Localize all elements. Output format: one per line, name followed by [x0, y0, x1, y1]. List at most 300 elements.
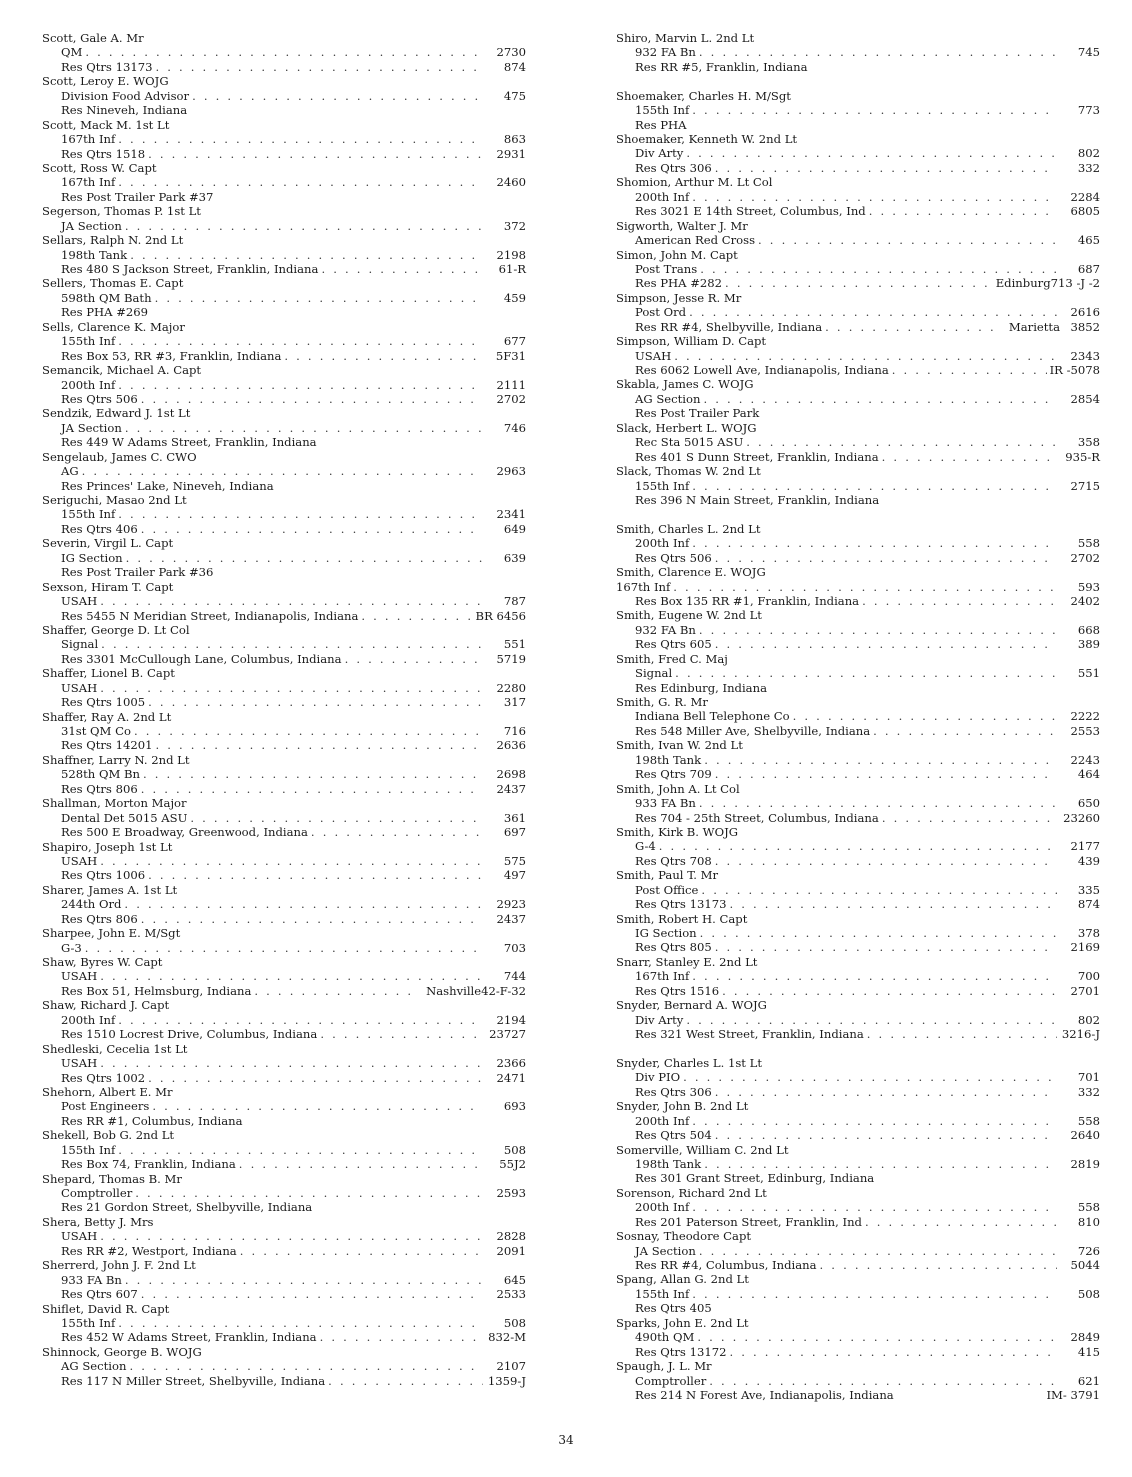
dot-leader — [254, 984, 419, 998]
entry-detail-line — [616, 305, 1100, 319]
phone-number: BR 6456 — [475, 608, 526, 623]
dot-leader — [709, 1374, 1057, 1388]
phone-number: 332 — [1077, 160, 1100, 175]
dot-leader — [118, 378, 483, 392]
phone-number: 2198 — [496, 247, 526, 262]
phone-number: 2533 — [496, 1287, 526, 1302]
directory-entry — [42, 204, 526, 233]
entry-name: Shaffer, Ray A. 2nd Lt — [42, 709, 172, 724]
entry-detail-line — [42, 89, 526, 103]
directory-entry — [42, 1258, 526, 1301]
entry-residence: Res Qtrs 506 — [635, 550, 712, 565]
phone-number: 2343 — [1070, 348, 1100, 363]
entry-name: Smith, G. R. Mr — [616, 695, 708, 710]
phone-number: 2854 — [1070, 391, 1100, 406]
entry-residence: Res 201 Paterson Street, Franklin, Ind — [635, 1214, 862, 1229]
phone-number: 874 — [503, 59, 526, 74]
phone-number: 2243 — [1070, 752, 1100, 767]
entry-residence: Res RR #1, Columbus, Indiana — [61, 1113, 243, 1128]
dot-leader — [700, 926, 1057, 940]
entry-unit: 933 FA Bn — [61, 1272, 122, 1287]
entry-name: Shaffer, George D. Lt Col — [42, 622, 190, 637]
entry-name: Skabla, James C. WOJG — [616, 377, 754, 392]
dot-leader — [703, 392, 1057, 406]
dot-leader — [361, 609, 472, 623]
dot-leader — [722, 984, 1057, 998]
phone-number: 508 — [503, 1315, 526, 1330]
phone-number: 439 — [1077, 853, 1100, 868]
dot-leader — [141, 522, 483, 536]
entry-detail-line — [42, 1027, 526, 1041]
phone-number: 3852 — [1070, 319, 1100, 334]
entry-residence: Res 5455 N Meridian Street, Indianapolis, Indiana — [61, 608, 359, 623]
entry-name: Smith, John A. Lt Col — [616, 781, 740, 796]
entry-name: Sengelaub, James C. CWO — [42, 449, 197, 464]
entry-residence: Res 3021 E 14th Street, Columbus, Ind — [635, 204, 866, 219]
entry-detail-line — [42, 1071, 526, 1085]
dot-leader — [118, 1316, 483, 1330]
entry-name: Sigworth, Walter J. Mr — [616, 218, 748, 233]
phone-number: 361 — [503, 810, 526, 825]
directory-entry — [42, 1302, 526, 1345]
dot-leader — [699, 45, 1057, 59]
entry-detail-line — [616, 1374, 1100, 1388]
entry-detail-line — [42, 435, 526, 449]
entry-unit: 167th Inf — [616, 579, 671, 594]
entry-detail-line — [42, 551, 526, 565]
directory-entry — [616, 291, 1100, 334]
phone-number: 2730 — [496, 45, 526, 60]
entry-detail-line — [42, 103, 526, 117]
entry-detail-line — [42, 190, 526, 204]
entry-detail-line — [616, 1027, 1100, 1041]
entry-residence: Res 500 E Broadway, Greenwood, Indiana — [61, 825, 308, 840]
entry-residence: Res 449 W Adams Street, Franklin, Indiana — [61, 435, 317, 450]
entry-detail-line — [42, 1157, 526, 1171]
entry-unit: 155th Inf — [635, 103, 690, 118]
phone-number: 508 — [1077, 1286, 1100, 1301]
phone-number: 508 — [503, 1142, 526, 1157]
entry-detail-line — [616, 1070, 1100, 1084]
phone-number: 773 — [1077, 103, 1100, 118]
directory-entry — [616, 912, 1100, 955]
entry-name: Shiflet, David R. Capt — [42, 1301, 170, 1316]
entry-detail-line — [42, 219, 526, 233]
entry-detail-line — [42, 262, 526, 276]
entry-unit: 932 FA Bn — [635, 45, 696, 60]
dot-leader — [155, 60, 483, 74]
dot-leader — [725, 276, 989, 290]
entry-detail-line — [42, 897, 526, 911]
entry-detail-line — [42, 421, 526, 435]
dot-leader — [118, 1013, 483, 1027]
entry-detail-line — [42, 941, 526, 955]
phone-number: 2849 — [1070, 1330, 1100, 1345]
dot-leader — [692, 190, 1057, 204]
entry-name: Spaugh, J. L. Mr — [616, 1359, 712, 1374]
dot-leader — [683, 1070, 1057, 1084]
entry-detail-line — [616, 262, 1100, 276]
directory-entry — [616, 1359, 1100, 1402]
dot-leader — [882, 811, 1057, 825]
dot-leader — [699, 623, 1057, 637]
entry-detail-line — [42, 811, 526, 825]
exchange-name: Marietta — [1008, 319, 1060, 334]
phone-number: 2640 — [1070, 1128, 1100, 1143]
entry-detail-line — [42, 305, 526, 319]
entry-detail-line — [42, 868, 526, 882]
dot-leader — [675, 666, 1057, 680]
entry-residence: Res PHA — [635, 117, 687, 132]
phone-number: 2471 — [496, 1070, 526, 1085]
entry-detail-line — [42, 248, 526, 262]
dot-leader — [867, 1027, 1057, 1041]
entry-detail-line — [42, 1114, 526, 1128]
phone-number: 3216-J — [1061, 1027, 1100, 1042]
phone-number: 372 — [503, 218, 526, 233]
exchange-name: Nashville — [426, 983, 482, 998]
entry-detail-line — [42, 1186, 526, 1200]
entry-residence: Res Qtrs 1516 — [635, 983, 720, 998]
phone-number: 2702 — [496, 391, 526, 406]
dot-leader — [124, 897, 483, 911]
entry-residence: Res Qtrs 1005 — [61, 695, 146, 710]
entry-detail-line — [42, 594, 526, 608]
entry-name: Shaw, Byres W. Capt — [42, 955, 163, 969]
entry-detail-line — [616, 839, 1100, 853]
entry-name: Sherrerd, John J. F. 2nd Lt — [42, 1258, 196, 1273]
entry-residence: Res 1510 Locrest Drive, Columbus, Indiana — [61, 1027, 318, 1042]
phone-number: 551 — [1077, 666, 1100, 681]
entry-name: Sosnay, Theodore Capt — [616, 1229, 752, 1244]
entry-detail-line — [616, 45, 1100, 59]
entry-unit: 167th Inf — [61, 132, 116, 147]
right-column — [616, 31, 1100, 1402]
left-column — [42, 31, 526, 1388]
phone-number: 787 — [503, 594, 526, 609]
phone-number: 5F31 — [495, 348, 526, 363]
phone-number: 61-R — [498, 262, 526, 276]
entry-residence: Res 548 Miller Ave, Shelbyville, Indiana — [635, 723, 871, 738]
entry-detail-line — [616, 580, 1100, 594]
dot-leader — [692, 1200, 1057, 1214]
entry-unit: USAH — [61, 594, 98, 609]
phone-number: 649 — [503, 521, 526, 536]
entry-detail-line — [616, 349, 1100, 363]
entry-name: Smith, Robert H. Capt — [616, 911, 748, 926]
entry-residence: Res Qtrs 506 — [61, 391, 138, 406]
entry-detail-line — [42, 60, 526, 74]
directory-entry — [42, 276, 526, 319]
dot-leader — [190, 811, 483, 825]
entry-residence: Res Qtrs 806 — [61, 911, 138, 926]
dot-leader — [873, 724, 1057, 738]
entry-detail-line — [616, 623, 1100, 637]
entry-name: Snyder, Charles L. 1st Lt — [616, 1055, 762, 1070]
dot-leader — [701, 883, 1057, 897]
dot-leader — [129, 1359, 483, 1373]
exchange-name: Edinburg — [995, 276, 1051, 291]
entry-unit: 198th Tank — [61, 247, 128, 262]
entry-detail-line — [616, 897, 1100, 911]
directory-entry — [616, 1186, 1100, 1229]
entry-residence: Res Qtrs 1006 — [61, 868, 146, 883]
directory-entry — [616, 695, 1100, 738]
entry-detail-line — [616, 594, 1100, 608]
phone-number: 23727 — [489, 1027, 526, 1042]
page-number: 34 — [558, 1433, 574, 1447]
dot-leader — [82, 464, 483, 478]
phone-number: 701 — [1077, 1070, 1100, 1085]
entry-unit: USAH — [635, 348, 672, 363]
entry-residence: Res Post Trailer Park — [635, 406, 760, 421]
dot-leader — [699, 1244, 1057, 1258]
directory-entry — [616, 868, 1100, 911]
dot-leader — [692, 479, 1057, 493]
entry-residence: Res 6062 Lowell Ave, Indianapolis, Indiana — [635, 363, 889, 378]
entry-residence: Res Box 51, Helmsburg, Indiana — [61, 983, 252, 998]
dot-leader — [192, 89, 483, 103]
entry-unit: USAH — [61, 853, 98, 868]
dot-leader — [825, 320, 1002, 334]
directory-entry — [616, 132, 1100, 175]
directory-entry — [42, 536, 526, 579]
dot-leader — [865, 1215, 1057, 1229]
dot-leader — [715, 767, 1057, 781]
entry-unit: Rec Sta 5015 ASU — [635, 435, 744, 450]
directory-entry — [616, 377, 1100, 420]
entry-detail-line — [42, 1374, 526, 1388]
phone-number: 703 — [503, 940, 526, 955]
entry-detail-line — [616, 60, 1100, 74]
dot-leader — [101, 637, 483, 651]
directory-entry — [42, 1128, 526, 1171]
entry-detail-line — [42, 1229, 526, 1243]
entry-name: Sharer, James A. 1st Lt — [42, 882, 178, 897]
phone-number: 42-F-32 — [481, 983, 526, 998]
phone-number: 6805 — [1070, 204, 1100, 219]
phone-number: 389 — [1077, 637, 1100, 652]
dot-leader — [345, 652, 483, 666]
directory-entry — [616, 738, 1100, 781]
entry-name: Simpson, Jesse R. Mr — [616, 290, 742, 305]
entry-detail-line — [42, 349, 526, 363]
entry-name: Spang, Allan G. 2nd Lt — [616, 1272, 749, 1287]
entry-detail-line — [42, 912, 526, 926]
entry-unit: 490th QM — [635, 1330, 695, 1345]
dot-leader — [240, 1244, 483, 1258]
entry-unit: AG Section — [635, 391, 701, 406]
phone-number: IM- 3791 — [1046, 1387, 1100, 1402]
phone-number: 5719 — [496, 651, 526, 666]
entry-unit: 167th Inf — [635, 969, 690, 984]
entry-name: Sparks, John E. 2nd Lt — [616, 1315, 749, 1330]
entry-name: Simpson, William D. Capt — [616, 334, 767, 349]
entry-name: Shehorn, Albert E. Mr — [42, 1084, 173, 1099]
entry-detail-line — [42, 1244, 526, 1258]
phone-number: 332 — [1077, 1084, 1100, 1099]
entry-unit: 932 FA Bn — [635, 622, 696, 637]
phone-number: 55J2 — [499, 1157, 526, 1172]
phone-number: 5044 — [1070, 1258, 1100, 1273]
entry-name: Smith, Ivan W. 2nd Lt — [616, 738, 743, 753]
entry-unit: Division Food Advisor — [61, 88, 190, 103]
entry-detail-line — [42, 522, 526, 536]
phone-number: 358 — [1077, 435, 1100, 450]
dot-leader — [155, 738, 483, 752]
phone-number: 593 — [1077, 579, 1100, 594]
entry-detail-line — [616, 926, 1100, 940]
dot-leader — [758, 233, 1057, 247]
dot-leader — [715, 940, 1057, 954]
dot-leader — [135, 1186, 483, 1200]
directory-entry — [616, 998, 1100, 1041]
directory-entry — [616, 522, 1100, 565]
entry-detail-line — [42, 1200, 526, 1214]
entry-residence: Res 301 Grant Street, Edinburg, Indiana — [635, 1171, 875, 1186]
directory-entry — [42, 233, 526, 276]
phone-number: 558 — [1077, 1113, 1100, 1128]
entry-residence: Res Qtrs 1518 — [61, 146, 146, 161]
entry-detail-line — [616, 1128, 1100, 1142]
phone-number: 935-R — [1065, 449, 1100, 464]
phone-number: 497 — [503, 868, 526, 883]
entry-detail-line — [616, 883, 1100, 897]
entry-name: Shaffer, Lionel B. Capt — [42, 666, 175, 681]
phone-number: 2437 — [496, 781, 526, 796]
entry-detail-line — [42, 695, 526, 709]
entry-detail-line — [42, 45, 526, 59]
entry-detail-line — [616, 984, 1100, 998]
directory-entry — [42, 320, 526, 363]
entry-unit: Indiana Bell Telephone Co — [635, 709, 790, 724]
directory-entry — [616, 31, 1100, 74]
dot-leader — [143, 767, 483, 781]
entry-residence: Res Edinburg, Indiana — [635, 680, 767, 695]
phone-number: 874 — [1077, 897, 1100, 912]
entry-name: Snyder, Bernard A. WOJG — [616, 998, 767, 1013]
entry-name: Severin, Virgil L. Capt — [42, 536, 174, 551]
directory-entry — [42, 161, 526, 204]
phone-number: 551 — [503, 637, 526, 652]
dot-leader — [700, 262, 1057, 276]
phone-number: 2460 — [496, 175, 526, 190]
entry-unit: 200th Inf — [61, 1012, 116, 1027]
phone-number: 2169 — [1070, 940, 1100, 955]
entry-unit: IG Section — [635, 926, 697, 941]
directory-entry — [42, 363, 526, 406]
directory-entry — [616, 782, 1100, 825]
entry-name: Sharpee, John E. M/Sgt — [42, 926, 181, 941]
dot-leader — [686, 1013, 1057, 1027]
entry-detail-line — [616, 479, 1100, 493]
entry-unit: 155th Inf — [61, 334, 116, 349]
entry-unit: Div Arty — [635, 1012, 684, 1027]
entry-detail-line — [42, 291, 526, 305]
entry-residence: Res 3301 McCullough Lane, Columbus, Indiana — [61, 651, 342, 666]
entry-detail-line — [616, 753, 1100, 767]
entry-unit: G-4 — [635, 839, 656, 854]
entry-detail-line — [42, 637, 526, 651]
dot-leader — [148, 695, 483, 709]
dot-leader — [715, 1085, 1057, 1099]
entry-name: Scott, Mack M. 1st Lt — [42, 117, 170, 132]
dot-leader — [692, 103, 1057, 117]
dot-leader — [100, 1229, 483, 1243]
dot-leader — [118, 175, 483, 189]
directory-entry — [42, 955, 526, 998]
entry-detail-line — [616, 1013, 1100, 1027]
directory-entry — [42, 926, 526, 955]
entry-detail-line — [42, 738, 526, 752]
entry-unit: Signal — [61, 637, 99, 652]
entry-unit: USAH — [61, 680, 98, 695]
entry-detail-line — [42, 464, 526, 478]
phone-number: 716 — [503, 724, 526, 738]
entry-residence: Res RR #4, Columbus, Indiana — [635, 1258, 817, 1273]
phone-number: 2963 — [496, 464, 526, 479]
entry-residence: Res Princes' Lake, Nineveh, Indiana — [61, 478, 274, 493]
phone-number: 317 — [503, 695, 526, 710]
dot-leader — [155, 291, 483, 305]
entry-residence: Res 480 S Jackson Street, Franklin, Indiana — [61, 262, 319, 276]
entry-detail-line — [42, 1143, 526, 1157]
entry-unit: 200th Inf — [635, 1200, 690, 1215]
entry-unit: 528th QM Bn — [61, 767, 140, 782]
entry-detail-line — [616, 146, 1100, 160]
entry-residence: Res Qtrs 805 — [635, 940, 712, 955]
directory-entry — [42, 580, 526, 623]
entry-name: Smith, Eugene W. 2nd Lt — [616, 608, 762, 623]
phone-number: 1359-J — [487, 1373, 526, 1388]
entry-detail-line — [616, 796, 1100, 810]
entry-detail-line — [42, 378, 526, 392]
phone-number: 2819 — [1070, 1156, 1100, 1171]
dot-leader — [862, 594, 1057, 608]
entry-detail-line — [42, 147, 526, 161]
entry-residence: Res Post Trailer Park #37 — [61, 189, 214, 204]
entry-name: Sells, Clarence K. Major — [42, 319, 185, 334]
dot-leader — [118, 334, 483, 348]
directory-entry — [42, 406, 526, 449]
dot-leader — [746, 435, 1057, 449]
entry-detail-line — [42, 652, 526, 666]
dot-leader — [673, 580, 1057, 594]
phone-number: 2593 — [496, 1186, 526, 1200]
entry-detail-line — [616, 551, 1100, 565]
phone-number: 2177 — [1070, 839, 1100, 854]
directory-entry — [616, 1056, 1100, 1099]
dot-leader — [715, 161, 1057, 175]
dot-leader — [715, 854, 1057, 868]
directory-entry — [616, 1272, 1100, 1315]
entry-detail-line — [616, 1330, 1100, 1344]
entry-detail-line — [42, 724, 526, 738]
entry-residence: Res RR #2, Westport, Indiana — [61, 1243, 237, 1258]
entry-detail-line — [616, 320, 1100, 334]
phone-number: 2701 — [1070, 983, 1100, 998]
phone-number: 745 — [1077, 45, 1100, 60]
entry-detail-line — [42, 1359, 526, 1373]
dot-leader — [141, 782, 483, 796]
dot-leader — [697, 1330, 1057, 1344]
entry-name: Shaffner, Larry N. 2nd Lt — [42, 752, 190, 767]
entry-unit: JA Section — [635, 1243, 696, 1258]
entry-name: Sellers, Thomas E. Capt — [42, 276, 184, 291]
directory-entry — [616, 825, 1100, 868]
entry-detail-line — [616, 1287, 1100, 1301]
phone-number: 2194 — [496, 1012, 526, 1027]
